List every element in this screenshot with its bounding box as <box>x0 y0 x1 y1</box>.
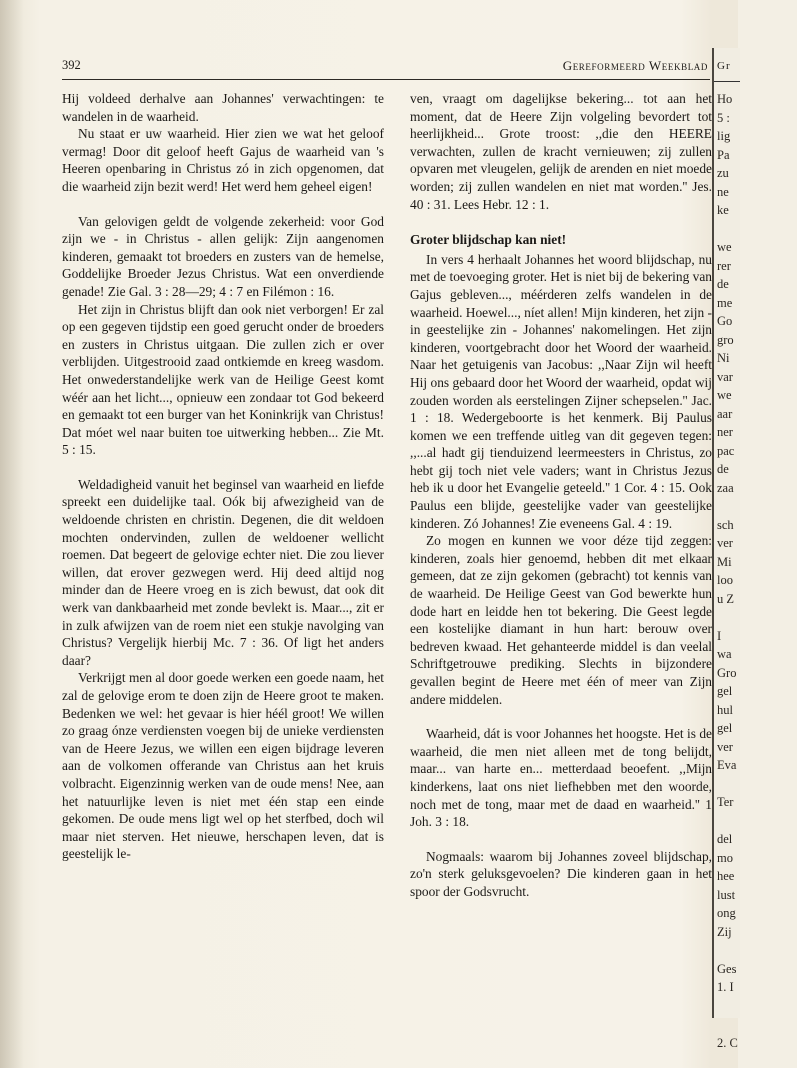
paragraph: Verkrijgt men al door goede werken een goede naam, het zal de gelovige erom te doen zijn de Heere groot te maken. Bedenken we wel: het gevaar is hier héél groot! We willen zo graag ónze verdiensten voegen bij de unieke verdiensten van de Heere Jezus, we willen een eigen bijdrage leveren aan de volkomen offerande van Christus aan het kruis volbracht. Eigenzinnig werken van de oude mens! Nee, aan het natuurlijke leven is niet met één stap een einde gekomen. De oude mens ligt wel op het sterfbed, doch wil maar niet sterven. Het nieuwe, herschapen leven, dat is geestelijk le- <box>62 670 384 862</box>
paragraph: Nu staat er uw waarheid. Hier zien we wat het geloof vermag! Door dit geloof heeft Gajus de waarheid van 's Heeren openbaring in Christus zó in zich opgenomen, dat die waarheid zijn bezit werd! Het werd hem geheel eigen! <box>62 126 384 194</box>
adjacent-line-fragments: Ho 5 : lig Pa zu ne ke we rer de me Go gro Ni var we aar ner pac de zaa sch ver Mi loo u Z I wa Gro gel hul gel ver Eva Ter del mo hee lust ong Zij Ges 1. I 2. C <box>717 92 738 1050</box>
paragraph: Waarheid, dát is voor Johannes het hoogste. Het is de waarheid, die men niet alleen met de tong belijdt, maar... van harte en... metterdaad beoefent. ,,Mijn kinderkens, laat ons niet liefhebben met den woorde, noch met de tong, maar met de daad en waarheid.'' 1 Joh. 3 : 18. <box>410 726 712 830</box>
gutter-shadow <box>0 0 24 1068</box>
running-title: Gereformeerd Weekblad <box>562 58 708 73</box>
paragraph: Het zijn in Christus blijft dan ook niet verborgen! Er zal op een gegeven tijdstip een goed gerucht onder de broeders en zusters in Christus uitgaan. Die zullen zich er over verblijden. Uitgestrooid zaad ontkiemde en kreeg wasdom. Het onwederstandelijke werk van de Heilige Geest komt wéér aan het licht..., opnieuw een zondaar tot God bekeerd en gemaakt tot een burger van het Koninkrijk van Christus! Dat móet wel naar buiten toe uitwerking hebben... Zie Mt. 5 : 15. <box>62 301 384 458</box>
paragraph: Weldadigheid vanuit het beginsel van waarheid en liefde spreekt een duidelijke taal. Oók bij afwezigheid van de weldoende christen en christin. Degenen, die dit weldoen mochten ondervinden, zullen de weldoener wellicht roemen. Dat begeert de gelovige echter niet. Die zou liever willen, dat erover gezwegen werd. Hij deed altijd nog minder dan de Heere vroeg en is zich bewust, dat ook dit werk van dankbaarheid met zonde bevlekt is. Maar..., zit er in zulk afwijzen van de roem niet een stukje navolging van Christus? Vergelijk hierbij Mc. 7 : 36. Of ligt het anders daar? <box>62 476 384 668</box>
right-column <box>410 90 712 901</box>
section-heading: Groter blijdschap kan niet! <box>410 232 567 248</box>
adjacent-running-title: Gr <box>717 60 731 72</box>
paragraph: In vers 4 herhaalt Johannes het woord blijdschap, nu met de toevoeging groter. Het is niet bij de bekering van Gajus gebleven..., méérderen zelfs wandelen in de waarheid. Hoewel..., níet allen! Mijn kinderen, het zijn - in geestelijke zin - Johannes' nakomelingen. Het zijn kinderen, voortgebracht door het Woord der waarheid. Naar het getuigenis van Jacobus: ,,Naar Zijn wil heeft Hij ons gebaard door het Woord der waarheid, opdat wij zouden worden als eerstelingen Zijner schepselen.'' Jac. 1 : 18. Wedergeboorte is het kenmerk. Bij Paulus komen we een treffende uitleg van dit gegeven tegen: ,,...al hadt gij tienduizend leermeesters in Christus, zo hebt gij toch niet vele vaders; want in Christus Jezus heb ik u door het Evangelie geteeld.'' 1 Cor. 4 : 15. Ook Paulus een blijde, geestelijke vader van geestelijke kinderen. Zó Johannes! Zie eveneens Gal. 4 : 19. <box>410 251 712 531</box>
paragraph: Nogmaals: waarom bij Johannes zoveel blijdschap, zo'n sterk geluksgevoelen? Die kinderen gaan in het spoor der Godsvrucht. <box>410 848 712 899</box>
paragraph: Hij voldeed derhalve aan Johannes' verwachtingen: te wandelen in de waarheid. <box>62 91 384 124</box>
paragraph: Van gelovigen geldt de volgende zekerheid: voor God zijn we - in Christus - allen gelijk: Zijn aangenomen kinderen, gemaakt tot broeders en zusters van de hemelse, Goddelijke Broeder Jezus Christus. Wat een onverdiende genade! Zie Gal. 3 : 28—29; 4 : 7 en Filémon : 16. <box>62 213 384 299</box>
adjacent-header-rule <box>714 81 740 82</box>
page-header <box>62 58 712 78</box>
paragraph: Zo mogen en kunnen we voor déze tijd zeggen: kinderen, zoals hier genoemd, hebben dit met elkaar gemeen, dat ze zijn gekomen (gebracht) tot kennis van de waarheid. De Heilige Geest van God bewerkte hun dode hart en leidde hen tot bekering. Die Geest legde een kostelijke diamant in hun hart: berouw over bedreven kwaad. Het gehanteerde middel is dan veelal Schriftgetrouwe prediking. Slechts in bijzondere gevallen begint de Heere met één of meer van Zijn andere middelen. <box>410 533 712 707</box>
page-number: 392 <box>62 58 81 72</box>
paragraph: ven, vraagt om dagelijkse bekering... tot aan het moment, dat de Heere Zijn volgeling bevordert tot heerlijkheid... Grote troost: ,,die den HEERE verwachten, zullen de kracht vernieuwen; zij zullen opvaren met vleugelen, gelijk de arenden en niet moede worden; zij zullen wandelen en niet mat worden.'' Jes. 40 : 31. Lees Hebr. 12 : 1. <box>410 91 712 212</box>
left-column <box>62 90 384 863</box>
header-rule <box>62 79 710 80</box>
adjacent-page-edge <box>712 48 740 1050</box>
